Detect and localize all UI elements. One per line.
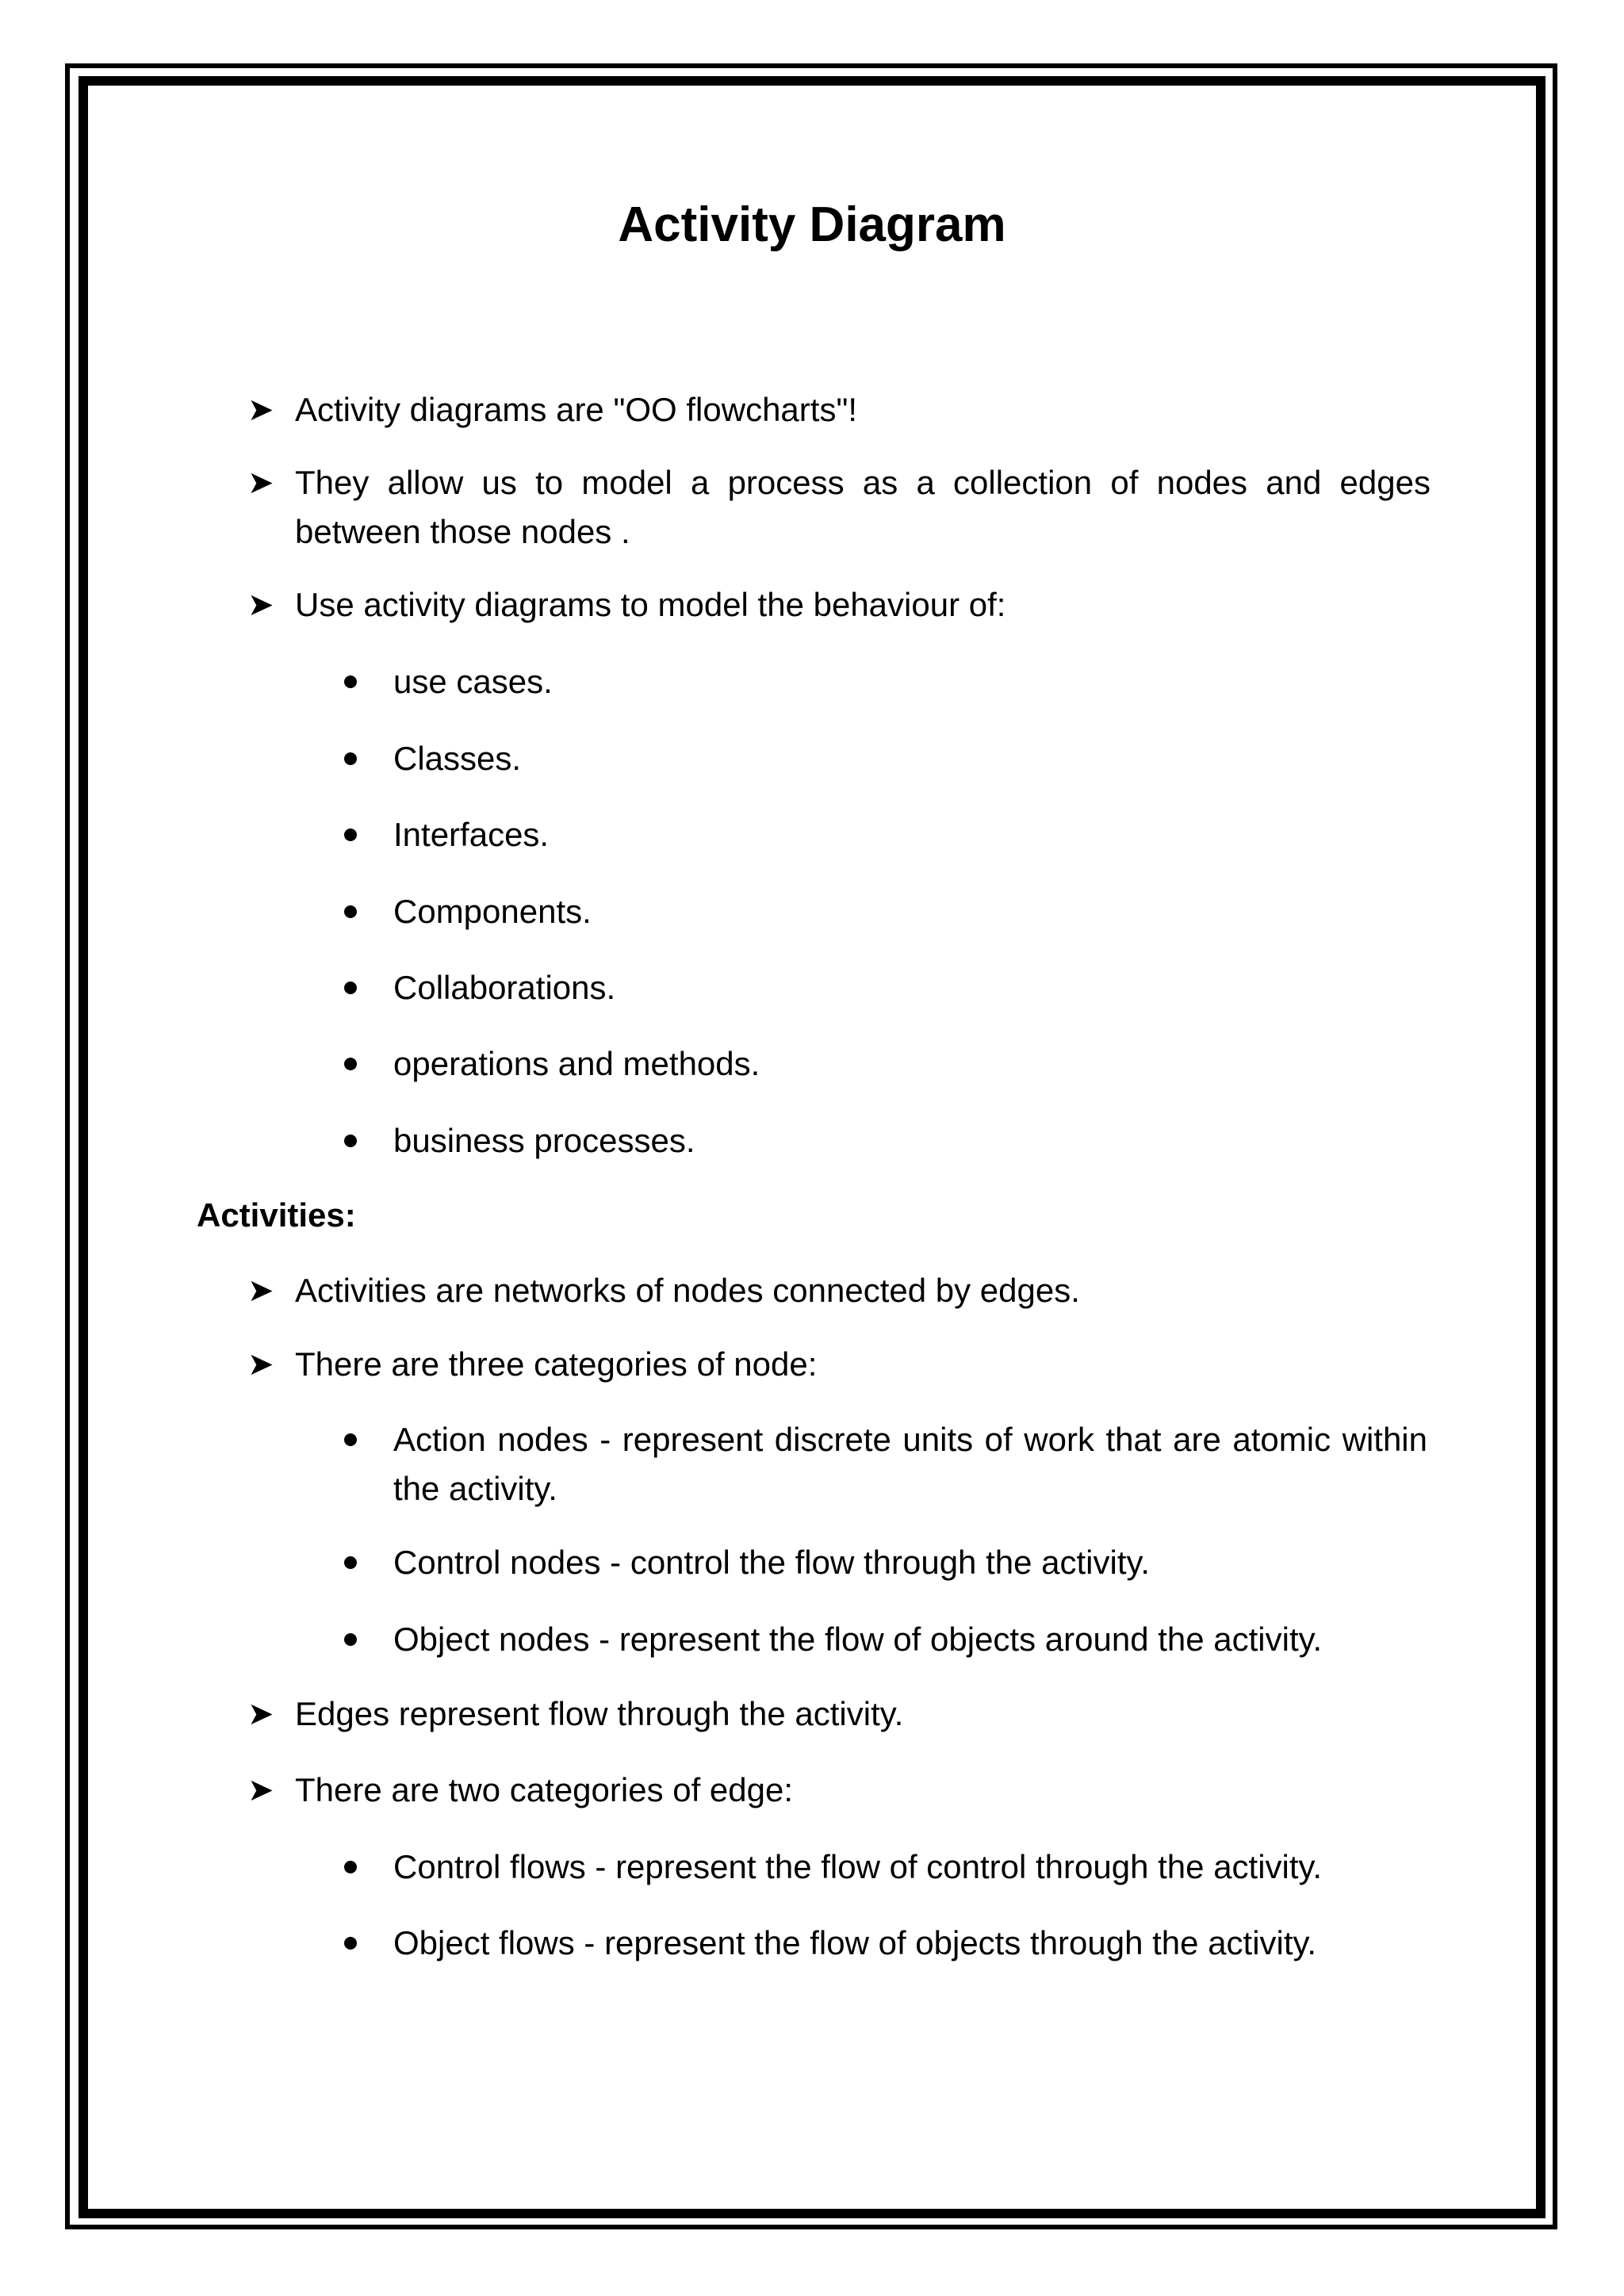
bullet-dot-icon <box>344 1556 357 1569</box>
arrow-bullet-icon: ➤ <box>247 1273 274 1308</box>
bullet-dot-icon <box>344 905 357 918</box>
behaviour-item: Interfaces. <box>393 816 550 853</box>
bullet-dot-icon <box>344 1433 357 1446</box>
bullet-dot-icon <box>344 752 357 765</box>
edge-point: There are two categories of edge: <box>295 1771 794 1808</box>
behaviour-item: Classes. <box>393 740 522 777</box>
node-category: Object nodes - represent the flow of objects around the activity. <box>393 1621 1323 1658</box>
bullet-dot-icon <box>344 1861 357 1873</box>
activities-point: There are three categories of node: <box>295 1345 818 1383</box>
bullet-dot-icon <box>344 1633 357 1646</box>
activities-point: Activities are networks of nodes connected by edges. <box>295 1272 1080 1309</box>
arrow-bullet-icon: ➤ <box>247 392 274 427</box>
activities-heading: Activities: <box>197 1196 356 1234</box>
edge-category: Object flows - represent the flow of objects through the activity. <box>393 1924 1317 1961</box>
arrow-bullet-icon: ➤ <box>247 587 274 622</box>
bullet-dot-icon <box>344 982 357 994</box>
bullet-dot-icon <box>344 1058 357 1070</box>
bullet-dot-icon <box>344 675 357 688</box>
bullet-dot-icon <box>344 1135 357 1147</box>
node-category: Control nodes - control the flow through the activity. <box>393 1544 1151 1581</box>
behaviour-item: Components. <box>393 893 592 930</box>
edge-category: Control flows - represent the flow of control through the activity. <box>393 1848 1323 1885</box>
node-category: Action nodes - represent discrete units of work that are atomic within the activity. <box>393 1421 1427 1507</box>
arrow-bullet-icon: ➤ <box>247 1697 274 1732</box>
intro-point: Activity diagrams are "OO flowcharts"! <box>295 391 858 428</box>
intro-point: Use activity diagrams to model the behaviour of: <box>295 586 1006 623</box>
bullet-dot-icon <box>344 828 357 841</box>
intro-point: They allow us to model a process as a collection of nodes and edges between those nodes . <box>295 464 1431 550</box>
behaviour-item: use cases. <box>393 663 553 700</box>
arrow-bullet-icon: ➤ <box>247 1773 274 1808</box>
page-title: Activity Diagram <box>618 197 1006 252</box>
bullet-dot-icon <box>344 1937 357 1950</box>
behaviour-item: operations and methods. <box>393 1045 760 1082</box>
edge-point: Edges represent flow through the activity. <box>295 1695 904 1732</box>
arrow-bullet-icon: ➤ <box>247 465 274 500</box>
behaviour-item: Collaborations. <box>393 969 616 1006</box>
arrow-bullet-icon: ➤ <box>247 1347 274 1382</box>
behaviour-item: business processes. <box>393 1122 695 1159</box>
